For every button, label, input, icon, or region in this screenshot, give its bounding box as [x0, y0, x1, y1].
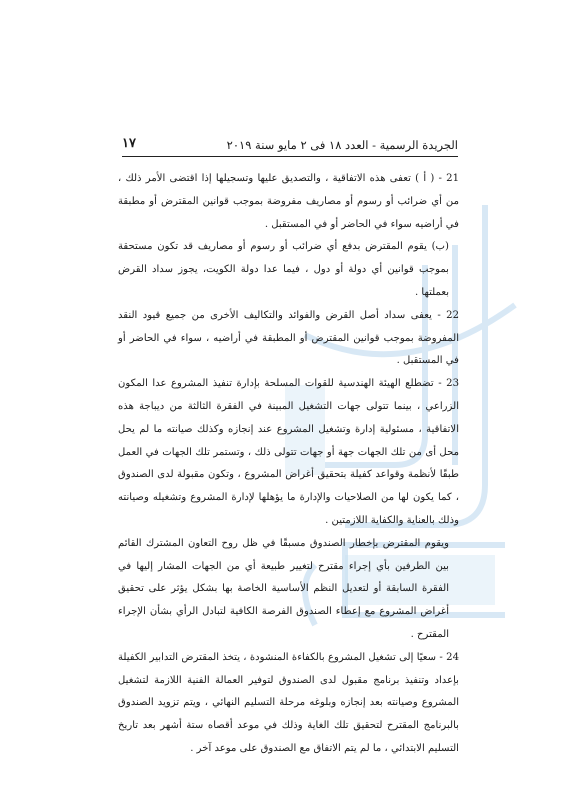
paragraph-article-22: 22 - يعفى سداد أصل القرض والفوائد والتكاليف الأخرى من جميع قيود النقد المفروضة بموجب قوانين المقترض أو المطبقة في أراضيه ، سواء في الحاضر أو في المستقبل . [118, 309, 459, 367]
document-body [118, 168, 463, 761]
paragraph-article-21b: (ب) يقوم المقترض بدفع أي ضرائب أو رسوم أو مصاريف قد تكون مستحقة بموجب قوانين أي دولة أو دول ، فيما عدا دولة الكويت، يجوز سداد القرض بعملتها . [118, 241, 449, 298]
header-title: الجريدة الرسمية - العدد ١٨ فى ٢ مايو سنة ٢٠١٩ [226, 138, 458, 152]
page-header [122, 136, 458, 157]
paragraph-article-21a: 21 - ( أ ) تعفى هذه الاتفاقية ، والتصديق عليها وتسجيلها إذا اقتضى الأمر ذلك ، من أي ضرائب أو رسوم أو مصاريف مفروضة بموجب قوانين المقترض أو مطبقة في أراضيه سواء في الحاضر أو في المستقبل . [118, 173, 459, 230]
paragraph-article-23: 23 - تضطلع الهيئة الهندسية للقوات المسلحة بإدارة تنفيذ المشروع عدا المكون الزراعي ، بينما تتولى جهات التشغيل المبينة في الفقرة الثالثة من ديباجة هذه الاتفاقية ، مسئولية إدارة وتشغيل المشروع عند إنجازه وكذلك صيانته ما لم يحل محل أى من تلك الجهات جهة أو جهات تتولى ذلك ، وتستمر تلك الجهات في العمل طبقًا لأنظمة وقواعد كفيلة بتحقيق أغراض المشروع ، وتكون مقبولة لدى الصندوق ، كما يكون لها من الصلاحيات والإدارة ما يؤهلها لإدارة المشروع وتشغيله وصيانته وذلك بالعناية والكفاية اللازمتين . [118, 378, 459, 526]
paragraph-article-24: 24 - سعيًا إلى تشغيل المشروع بالكفاءة المنشودة ، يتخذ المقترض التدابير الكفيلة بإعداد وتنفيذ برنامج مقبول لدى الصندوق لتوفير العمالة الفنية اللازمة لتشغيل المشروع وصيانته بعد إنجازه وبلوغه مرحلة التسليم النهائي ، ويتم تزويد الصندوق بالبرنامج المقترح لتحقيق تلك الغاية وذلك في موعد أقصاه ستة أشهر بعد تاريخ التسليم الابتدائي ، ما لم يتم الاتفاق مع الصندوق على موعد آخر . [118, 651, 459, 754]
page-number: ١٧ [122, 136, 136, 151]
paragraph-article-23-notice: ويقوم المقترض بإخطار الصندوق مسبقًا في ظل روح التعاون المشترك القائم بين الطرفين بأي إجراء مقترح لتغيير طبيعة أي من الجهات المشار إليها في الفقرة السابقة أو لتعديل النظم الأساسية الخاصة بها بشكل يؤثر على تحقيق أغراض المشروع مع إعطاء الصندوق الفرصة الكافية لتبادل الرأي بشأن الإجراء المقترح . [118, 537, 449, 640]
